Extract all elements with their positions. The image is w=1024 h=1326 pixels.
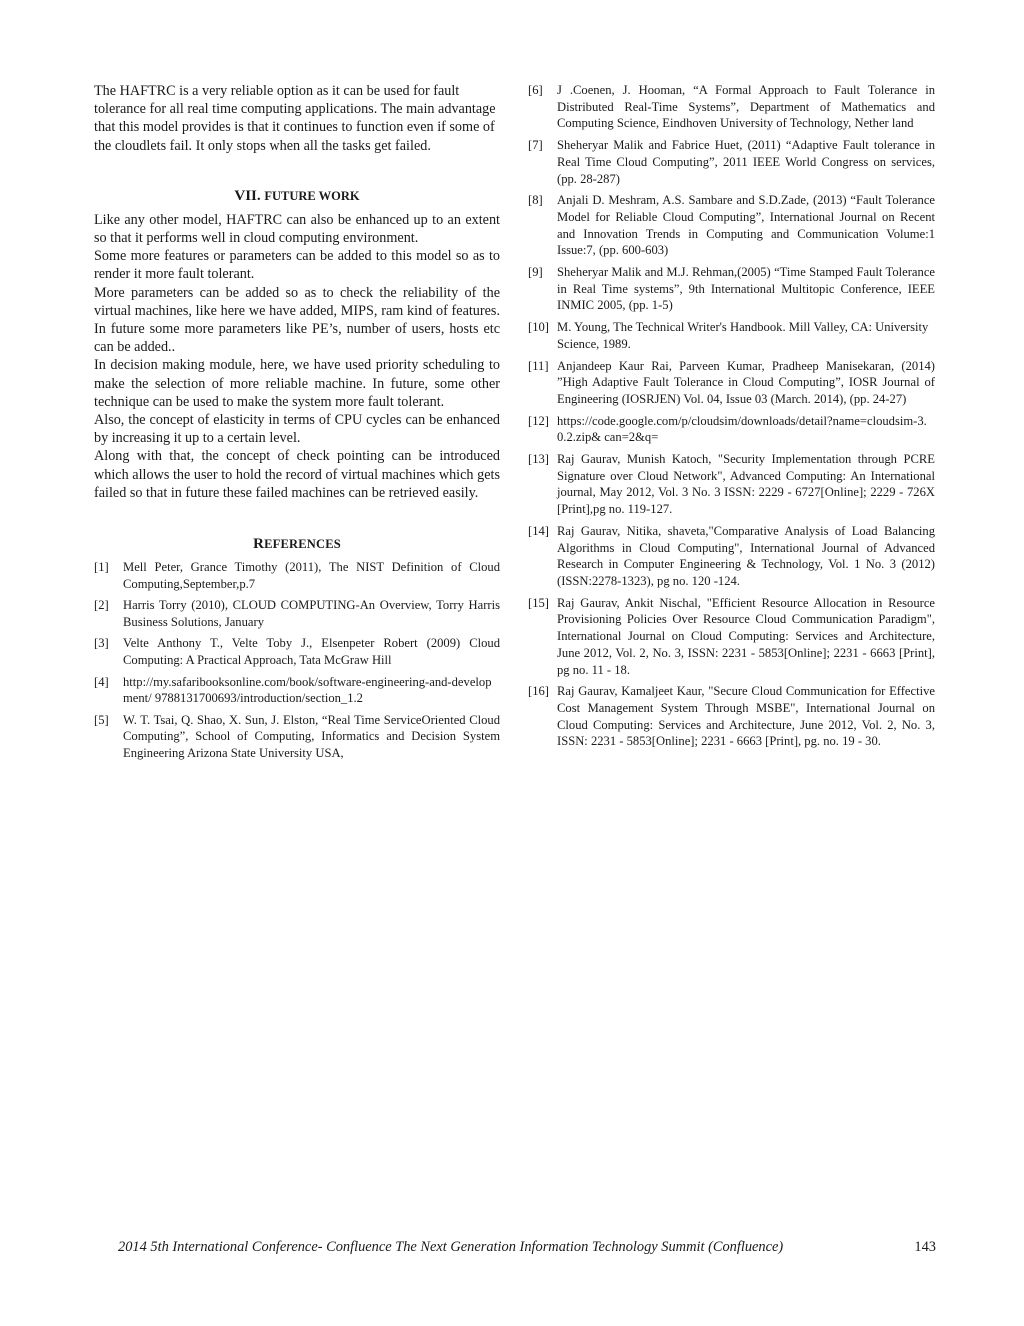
reference-number: [14] [528,523,549,538]
reference-item [528,358,935,408]
reference-number: [1] [94,560,109,575]
references-list-right [528,82,935,750]
reference-text: Harris Torry (2010), CLOUD COMPUTING-An Overview, Torry Harris Business Solutions, January [123,598,500,629]
reference-item [528,319,935,352]
reference-item [528,264,935,314]
paragraph: Also, the concept of elasticity in terms of CPU cycles can be enhanced by increasing it up to a certain level. [94,412,500,447]
reference-text: Velte Anthony T., Velte Toby J., Elsenpeter Robert (2009) Cloud Computing: A Practical Approach, Tata McGraw Hill [123,636,500,668]
reference-text: https://code.google.com/p/cloudsim/downloads/detail?name=cloudsim-3.0.2.zip& can=2&q= [557,413,927,445]
references-heading: REFERENCES [253,536,341,553]
reference-item [528,451,935,518]
reference-text: M. Young, The Technical Writer's Handbook. Mill Valley, CA: University Science, 1989. [557,320,929,351]
right-column [528,82,935,755]
reference-text: Raj Gaurav, Munish Katoch, "Security Implementation through PCRE Signature over Cloud Network", Advanced Computing: An International journal, May 2012, Vol. 3 No. 3 ISSN: 2229 - 6727[Online]; 2229 - 726X [Print],pg no. 119-127. [557,452,935,517]
reference-item [528,683,935,750]
paragraph: More parameters can be added so as to check the reliability of the virtual machines, like here we have added, MIPS, ram kind of features. In future some more parameters like PE’s, number of users, hosts etc can be added.. [94,284,500,356]
reference-number: [9] [528,265,543,280]
reference-number: [8] [528,193,543,208]
reference-text: Anjandeep Kaur Rai, Parveen Kumar, Pradheep Manisekaran, (2014) ”High Adaptive Fault Tolerance in Cloud Computing”, IOSR Journal of Engineering (IOSRJEN) Vol. 04, Issue 03 (March. 2014), (pp. 24-27) [557,358,935,406]
reference-number: [5] [94,712,109,727]
reference-text: Raj Gaurav, Ankit Nischal, "Efficient Resource Allocation in Resource Provisioning Policies Over Resource Cloud Communication Paradigm", International Journal on Cloud Computing: Services and Architecture, June 2012, Vol. 2, No. 3, ISSN: 2231 - 5853[Online]; 2231 - 6663 [Print], pg no. 11 - 18. [557,595,935,677]
reference-number: [7] [528,138,543,153]
reference-text: Raj Gaurav, Nitika, shaveta,"Comparative Analysis of Load Balancing Algorithms in Cloud Computing", International Journal of Advanced Research in Computer Engineering & Technology, Vol. 1 No. 3 (2012)(ISSN:2278-1323), pg no. 120 -124. [557,523,935,588]
reference-item [94,712,500,762]
section-number: VII. [234,187,261,204]
page-number: 143 [914,1239,936,1255]
reference-item [94,559,500,592]
section-title: FUTURE WORK [264,188,360,203]
section-heading-future-work [94,188,500,205]
reference-number: [11] [528,358,549,373]
reference-text: Sheheryar Malik and M.J. Rehman,(2005) “Time Stamped Fault Tolerance in Real Time systems”, 9th International Multitopic Conference, IEEE INMIC 2005, (pp. 1-5) [557,265,935,313]
left-column [94,82,500,767]
reference-item [528,82,935,132]
reference-text: W. T. Tsai, Q. Shao, X. Sun, J. Elston, “Real Time ServiceOriented Cloud Computing”, School of Computing, Informatics and Decision System Engineering Arizona State University USA, [123,712,500,760]
reference-number: [12] [528,413,549,428]
reference-item [528,523,935,590]
reference-number: [3] [94,636,109,651]
page-footer [118,1239,936,1256]
intro-paragraph: The HAFTRC is a very reliable option as it can be used for fault tolerance for all real time computing applications. The main advantage that this model provides is that it continues to function even if some of the cloudlets fail. It only stops when all the tasks get failed. [94,83,496,154]
reference-number: [6] [528,83,543,97]
reference-text: Anjali D. Meshram, A.S. Sambare and S.D.Zade, (2013) “Fault Tolerance Model for Reliable Cloud Computing”, International Journal on Recent and Innovation Trends in Computing and Communication Volume:1 Issue:7, (pp. 600-603) [557,193,935,258]
reference-item [94,597,500,630]
reference-number: [13] [528,452,549,467]
reference-text: Sheheryar Malik and Fabrice Huet, (2011) “Adaptive Fault tolerance in Real Time Cloud Computing”, 2011 IEEE World Congress on services, (pp. 28-287) [557,138,935,186]
paragraph: Along with that, the concept of check pointing can be introduced which allows the user to hold the record of virtual machines which gets failed so that in future these failed machines can be retrieved easily. [94,448,500,501]
future-work-body [94,211,500,502]
reference-number: [10] [528,320,549,335]
reference-item [94,674,500,707]
reference-text: http://my.safaribooksonline.com/book/software-engineering-and-development/ 9788131700693/introduction/section_1.2 [123,674,492,706]
paragraph: Like any other model, HAFTRC can also be enhanced up to an extent so that it performs well in cloud computing environment. [94,211,500,247]
reference-text: J .Coenen, J. Hooman, “A Formal Approach to Fault Tolerance in Distributed Real-Time Systems”, Department of Mathematics and Computing Science, Eindhoven University of Technology, Nether land [557,83,935,131]
reference-item [94,635,500,668]
reference-number: [4] [94,674,109,689]
conference-name: 2014 5th International Conference- Confluence The Next Generation Information Technology Summit (Confluence) [118,1239,784,1255]
reference-number: [2] [94,598,109,613]
reference-number: [16] [528,684,549,699]
reference-item [528,192,935,259]
reference-number: [15] [528,595,549,610]
reference-item [528,595,935,679]
paragraph: In decision making module, here, we have used priority scheduling to make the selection of more reliable machine. In future, some other technique can be used to make the system more fault tolerant. [94,357,500,410]
references-list-left [94,559,500,762]
reference-item [528,413,935,446]
reference-text: Raj Gaurav, Kamaljeet Kaur, "Secure Cloud Communication for Effective Cost Management System Through MSBE", International Journal on Cloud Computing: Services and Architecture, June 2012, Vol. 2, No. 3, ISSN: 2231 - 5853[Online]; 2231 - 6663 [Print], pg. no. 19 - 30. [557,684,935,749]
paragraph: Some more features or parameters can be added to this model so as to render it more fault tolerant. [94,248,500,283]
reference-item [528,137,935,187]
reference-text: Mell Peter, Grance Timothy (2011), The NIST Definition of Cloud Computing,September,p.7 [123,560,500,591]
